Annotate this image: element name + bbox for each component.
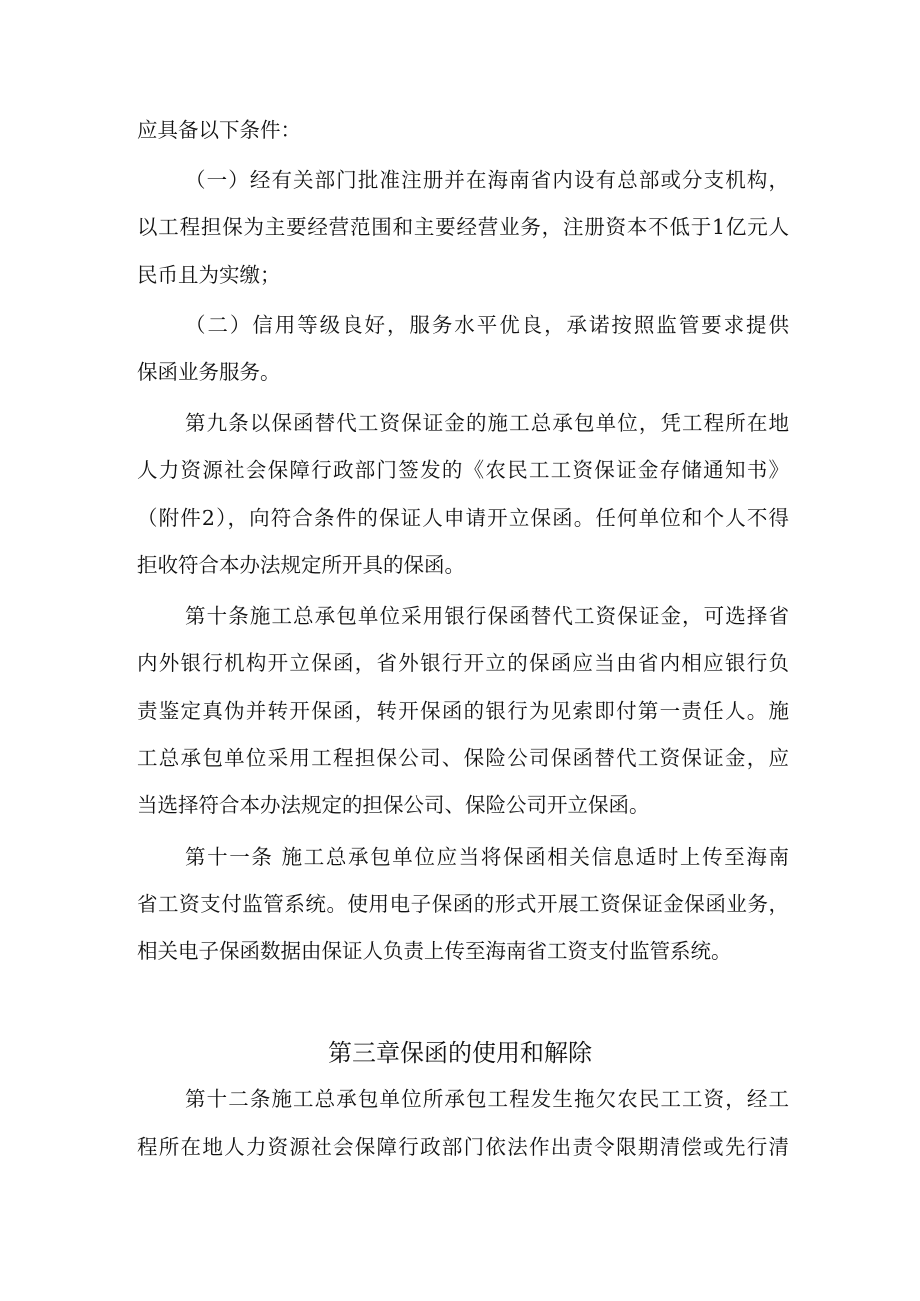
text-line: 保函业务服务。: [137, 360, 281, 384]
chapter-heading: 第三章保函的使用和解除: [328, 1039, 592, 1067]
text-line: 内外银行机构开立保函，省外银行开立的保函应当由省内相应银行负: [137, 651, 789, 675]
text-line: 责鉴定真伪并转开保函，转开保函的银行为见索即付第一责任人。施: [137, 699, 789, 723]
text-line: 第十一条 施工总承包单位应当将保函相关信息适时上传至海南: [185, 845, 789, 869]
text-line: 相关电子保函数据由保证人负责上传至海南省工资支付监管系统。: [137, 939, 732, 963]
text-line: 第九条以保函替代工资保证金的施工总承包单位，凭工程所在地: [185, 411, 789, 435]
text-line: 工总承包单位采用工程担保公司、保险公司保函替代工资保证金，应: [137, 746, 789, 770]
text-line: 以工程担保为主要经营范围和主要经营业务，注册资本不低于1亿元人: [137, 215, 789, 239]
text-line: 人力资源社会保障行政部门签发的《农民工工资保证金存储通知书》: [137, 458, 789, 482]
text-line: 当选择符合本办法规定的担保公司、保险公司开立保函。: [137, 793, 650, 817]
text-line: 第十条施工总承包单位采用银行保函替代工资保证金，可选择省: [185, 604, 789, 628]
text-line: （二）信用等级良好，服务水平优良，承诺按照监管要求提供: [185, 313, 789, 337]
text-line: 拒收符合本办法规定所开具的保函。: [137, 553, 465, 577]
text-line: 民币且为实缴；: [137, 263, 281, 287]
text-line: 应具备以下条件：: [137, 118, 301, 142]
text-line: 程所在地人力资源社会保障行政部门依法作出责令限期清偿或先行清: [137, 1135, 789, 1159]
text-line: 第十二条施工总承包单位所承包工程发生拖欠农民工工资，经工: [185, 1087, 789, 1111]
text-line: 省工资支付监管系统。使用电子保函的形式开展工资保证金保函业务，: [137, 892, 789, 916]
text-line: （附件2），向符合条件的保证人申请开立保函。任何单位和个人不得: [137, 506, 789, 530]
text-line: （一）经有关部门批准注册并在海南省内设有总部或分支机构，: [185, 168, 789, 192]
